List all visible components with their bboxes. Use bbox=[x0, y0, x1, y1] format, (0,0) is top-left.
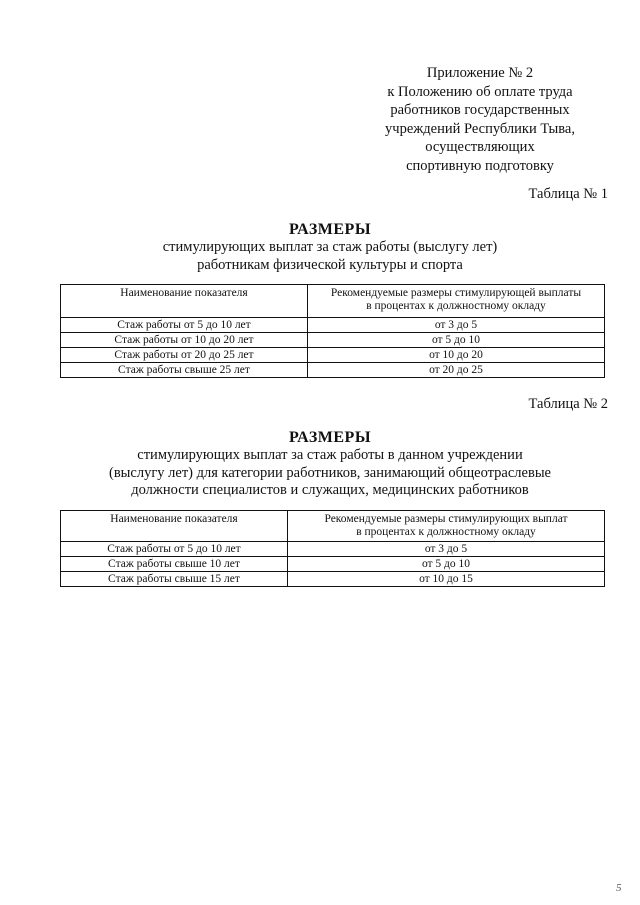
row-name: Стаж работы от 10 до 20 лет bbox=[61, 333, 308, 348]
table1-label: Таблица № 1 bbox=[528, 186, 608, 202]
table2-subtitle-line: должности специалистов и служащих, медицинских работников bbox=[131, 482, 529, 498]
appendix-line: Приложение № 2 bbox=[426, 65, 534, 81]
table2-subtitle-line: стимулирующих выплат за стаж работы в данном учреждении bbox=[137, 447, 523, 463]
table2-heading bbox=[40, 428, 620, 500]
row-name: Стаж работы от 20 до 25 лет bbox=[61, 348, 308, 363]
row-value: от 3 до 5 bbox=[308, 318, 605, 333]
row-name: Стаж работы свыше 15 лет bbox=[61, 572, 288, 587]
appendix-line: работников государственных bbox=[390, 102, 570, 119]
row-name: Стаж работы свыше 25 лет bbox=[61, 363, 308, 378]
row-name: Стаж работы от 5 до 10 лет bbox=[61, 542, 288, 557]
table1-subtitle-line: стимулирующих выплат за стаж работы (выслугу лет) bbox=[162, 239, 498, 255]
table-row bbox=[61, 318, 605, 333]
row-value: от 5 до 10 bbox=[288, 557, 605, 572]
row-value: от 10 до 20 bbox=[308, 348, 605, 363]
table1-subtitle-line: работникам физической культуры и спорта bbox=[197, 256, 463, 273]
row-value: от 10 до 15 bbox=[288, 572, 605, 587]
appendix-line: к Положению об оплате труда bbox=[387, 83, 573, 100]
table2-subtitle-line: (выслугу лет) для категории работников, занимающий общеотраслевые bbox=[108, 464, 551, 481]
row-value: от 20 до 25 bbox=[308, 363, 605, 378]
appendix-line: спортивную подготовку bbox=[406, 157, 554, 174]
table1-header-value bbox=[308, 285, 605, 318]
appendix-header bbox=[360, 64, 600, 176]
table1-header-value-line: в процентах к должностному окладу bbox=[366, 300, 546, 312]
table2 bbox=[60, 510, 605, 587]
table2-header-row bbox=[61, 511, 605, 542]
table1-header-name: Наименование показателя bbox=[61, 285, 308, 318]
table1-header-value-line: Рекомендуемые размеры стимулирующей выплаты bbox=[330, 287, 582, 299]
table-row bbox=[61, 542, 605, 557]
table-row bbox=[61, 333, 605, 348]
table2-label: Таблица № 2 bbox=[528, 396, 608, 412]
table1 bbox=[60, 284, 605, 378]
table1-heading bbox=[40, 220, 620, 274]
table1-title: РАЗМЕРЫ bbox=[288, 221, 372, 238]
appendix-line: учреждений Республики Тыва, bbox=[385, 120, 575, 137]
table2-header-name: Наименование показателя bbox=[61, 511, 288, 542]
row-name: Стаж работы свыше 10 лет bbox=[61, 557, 288, 572]
table-row bbox=[61, 363, 605, 378]
table1-header-row bbox=[61, 285, 605, 318]
row-name: Стаж работы от 5 до 10 лет bbox=[61, 318, 308, 333]
appendix-line: осуществляющих bbox=[425, 139, 535, 156]
table2-title: РАЗМЕРЫ bbox=[288, 429, 372, 446]
row-value: от 5 до 10 bbox=[308, 333, 605, 348]
table-row bbox=[61, 348, 605, 363]
row-value: от 3 до 5 bbox=[288, 542, 605, 557]
table2-header-value-line: в процентах к должностному окладу bbox=[356, 526, 536, 538]
page-number-mark: 5 bbox=[616, 882, 622, 894]
table-row bbox=[61, 557, 605, 572]
table-row bbox=[61, 572, 605, 587]
table2-header-value-line: Рекомендуемые размеры стимулирующих выплат bbox=[324, 513, 568, 525]
table2-header-value bbox=[288, 511, 605, 542]
